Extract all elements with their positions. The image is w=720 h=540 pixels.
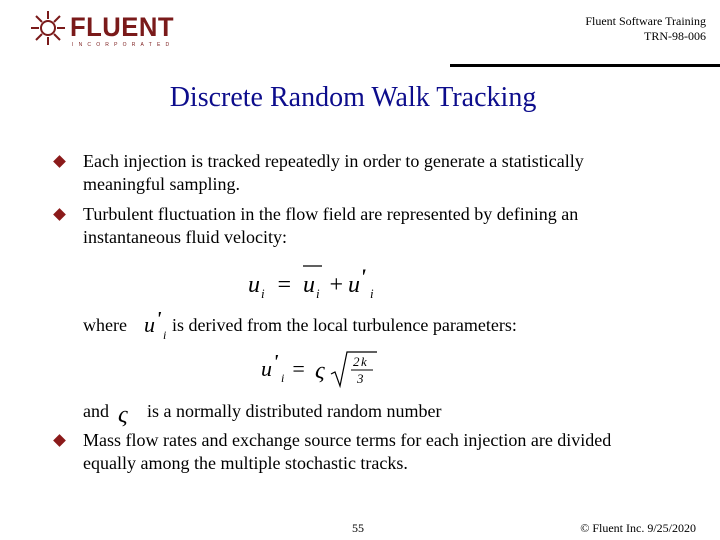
svg-text:u: u — [303, 272, 315, 298]
page-number: 55 — [352, 521, 364, 535]
svg-text:': ' — [360, 264, 367, 289]
svg-text:i: i — [261, 286, 265, 301]
where-description: is derived from the local turbulence parameters: — [172, 315, 517, 335]
logo-wordmark: FLUENT — [70, 12, 175, 42]
svg-text:=: = — [276, 272, 293, 298]
header-info — [506, 14, 706, 44]
svg-text:u: u — [348, 272, 360, 298]
svg-text:i: i — [316, 286, 320, 301]
logo-tagline: INCORPORATED — [72, 42, 175, 48]
bullet-text-2: Turbulent fluctuation in the flow field are represented by defining an instantaneous fluid velocity: — [83, 204, 579, 247]
course-title: Fluent Software Training — [585, 14, 706, 28]
svg-text:u: u — [248, 272, 260, 298]
bullet-icon — [53, 434, 66, 447]
zeta-symbol — [116, 400, 146, 430]
fluctuation-symbol — [142, 308, 174, 344]
svg-text:u: u — [261, 356, 272, 381]
svg-text:u: u — [144, 312, 155, 337]
bullet-text-3: Mass flow rates and exchange source terms for each injection are divided equally among the multiple stochastic tracks. — [83, 430, 612, 473]
svg-text:i: i — [281, 371, 285, 385]
fluent-logo — [30, 10, 175, 50]
svg-text:2: 2 — [353, 354, 360, 369]
svg-text:i: i — [163, 328, 167, 342]
svg-text:k: k — [361, 354, 367, 369]
and-label: and — [83, 401, 109, 421]
svg-text:3: 3 — [357, 371, 364, 386]
bullet-text-1: Each injection is tracked repeatedly in order to generate a statistically meaningful sampling. — [83, 151, 584, 194]
svg-text:ς: ς — [315, 358, 325, 384]
and-description: is a normally distributed random number — [147, 401, 442, 421]
bullet-icon — [53, 208, 66, 221]
course-code: TRN-98-006 — [644, 29, 706, 43]
bullet-icon — [53, 155, 66, 168]
svg-text:i: i — [370, 286, 374, 301]
where-label: where — [83, 315, 127, 335]
svg-text:': ' — [156, 308, 162, 330]
starburst-icon — [30, 10, 66, 46]
copyright: © Fluent Inc. 9/25/2020 — [580, 521, 696, 535]
svg-text:+: + — [328, 272, 345, 298]
svg-text:=: = — [291, 356, 306, 381]
velocity-equation — [240, 260, 400, 304]
fluctuation-equation — [255, 346, 385, 392]
header-rule — [450, 64, 720, 67]
svg-text:ς: ς — [118, 402, 128, 428]
svg-text:': ' — [273, 351, 279, 373]
slide-title: Discrete Random Walk Tracking — [169, 82, 537, 113]
